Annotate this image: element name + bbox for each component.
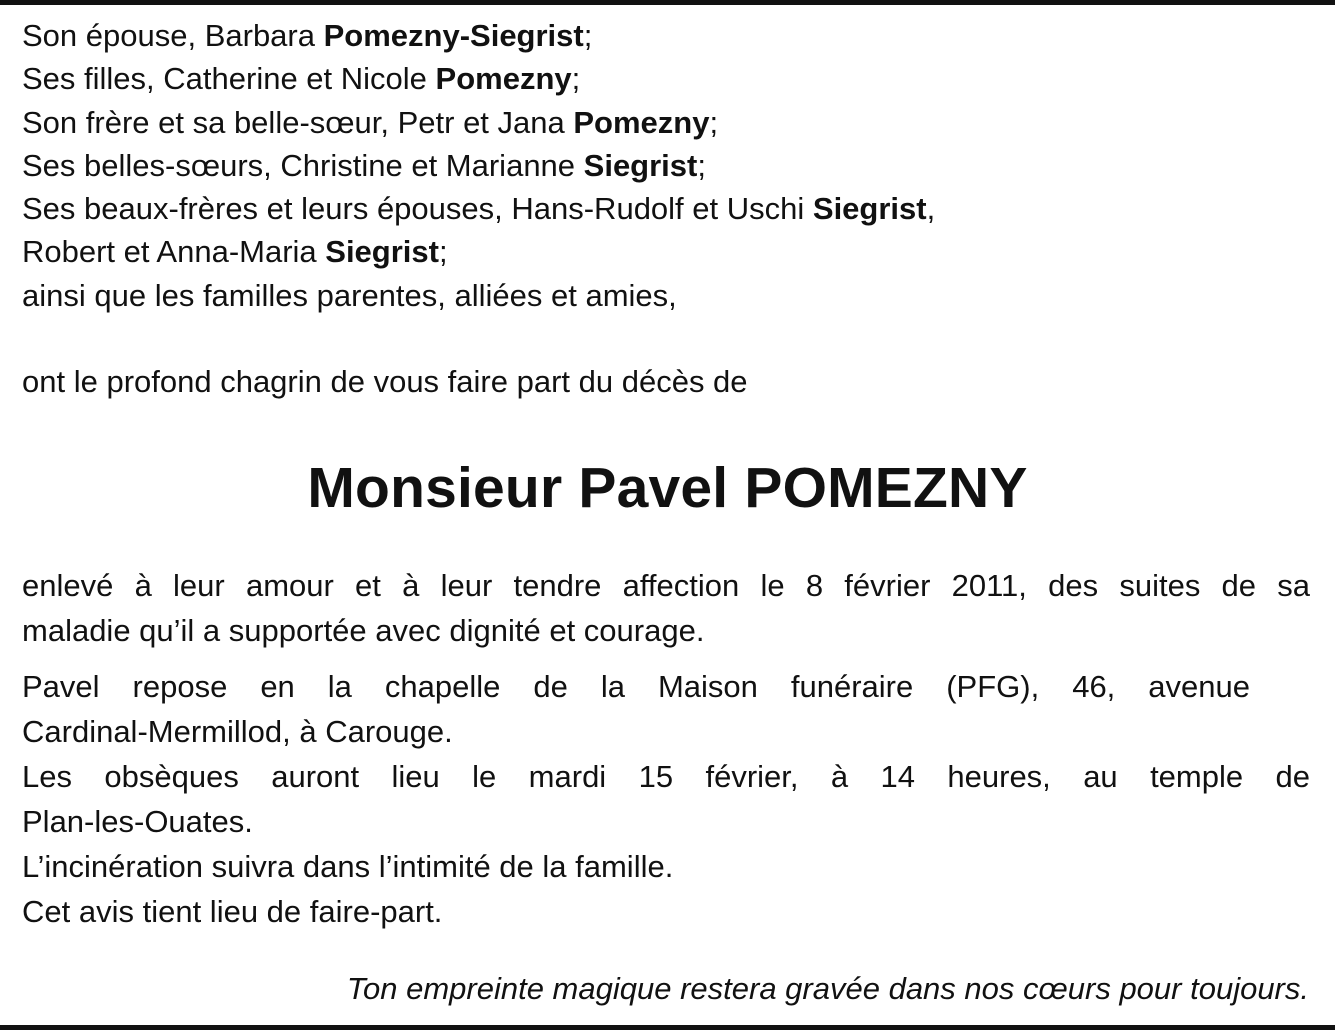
family-line-text: Son frère et sa belle-sœur, Petr et Jana	[22, 104, 574, 140]
family-line-text: Son épouse, Barbara	[22, 18, 324, 53]
family-line	[22, 14, 1310, 57]
family-line-punct: ;	[583, 18, 593, 53]
family-line	[22, 57, 1310, 100]
bottom-border-rule	[0, 1025, 1335, 1030]
family-line-punct: ;	[697, 147, 706, 183]
paragraph-line: Les obsèques auront lieu le mardi 15 février, à 14 heures, au temple de	[22, 759, 1310, 794]
family-line-surname: Siegrist	[583, 147, 698, 183]
family-line-surname: Siegrist	[812, 191, 927, 227]
family-list	[22, 14, 1310, 403]
family-line-text: ainsi que les familles parentes, alliées et amies,	[22, 277, 677, 313]
top-border-rule	[0, 0, 1335, 5]
paragraph-line: Pavel repose en la chapelle de la Maison funéraire (PFG), 46, avenue	[22, 669, 1250, 704]
family-line-surname: Pomezny	[435, 61, 572, 97]
paragraph-line: Cet avis tient lieu de faire-part.	[22, 894, 443, 929]
passing-paragraph	[22, 563, 1310, 653]
announcement-text: ont le profond chagrin de vous faire part du décès de	[22, 364, 748, 400]
paragraph-line: enlevé à leur amour et à leur tendre affection le 8 février 2011, des suites de sa	[22, 568, 1310, 603]
family-line-surname: Pomezny	[573, 104, 710, 140]
family-line	[22, 144, 1310, 187]
family-line-punct: ;	[709, 104, 719, 140]
family-members	[22, 14, 1310, 317]
paragraph-line: Plan-les-Ouates.	[22, 804, 253, 839]
family-line	[22, 187, 1310, 230]
family-line-text: Ses filles, Catherine et Nicole	[22, 61, 436, 97]
family-line-text: Ses beaux-frères et leurs épouses, Hans-Rudolf et Uschi	[22, 191, 813, 227]
deceased-name-heading: Monsieur Pavel POMEZNY	[307, 456, 1028, 520]
family-line-punct: ;	[571, 61, 581, 97]
family-line-text: Robert et Anna-Maria	[22, 234, 326, 270]
funeral-details-paragraph	[22, 664, 1310, 934]
closing-motto: Ton empreinte magique restera gravée dans nos cœurs pour toujours.	[346, 971, 1309, 1006]
paragraph-line: L’incinération suivra dans l’intimité de la famille.	[22, 849, 674, 884]
family-line-text: Ses belles-sœurs, Christine et Marianne	[22, 147, 584, 183]
family-line	[22, 274, 1310, 317]
family-line-punct: ;	[438, 234, 448, 270]
family-line-surname: Siegrist	[325, 234, 439, 270]
paragraph-line: maladie qu’il a supportée avec dignité et courage.	[22, 613, 705, 648]
paragraph-line: Cardinal-Mermillod, à Carouge.	[22, 714, 453, 749]
family-line	[22, 101, 1310, 144]
family-line-punct: ,	[926, 191, 936, 227]
family-line	[22, 230, 1310, 273]
family-line-surname: Pomezny-Siegrist	[323, 18, 584, 53]
